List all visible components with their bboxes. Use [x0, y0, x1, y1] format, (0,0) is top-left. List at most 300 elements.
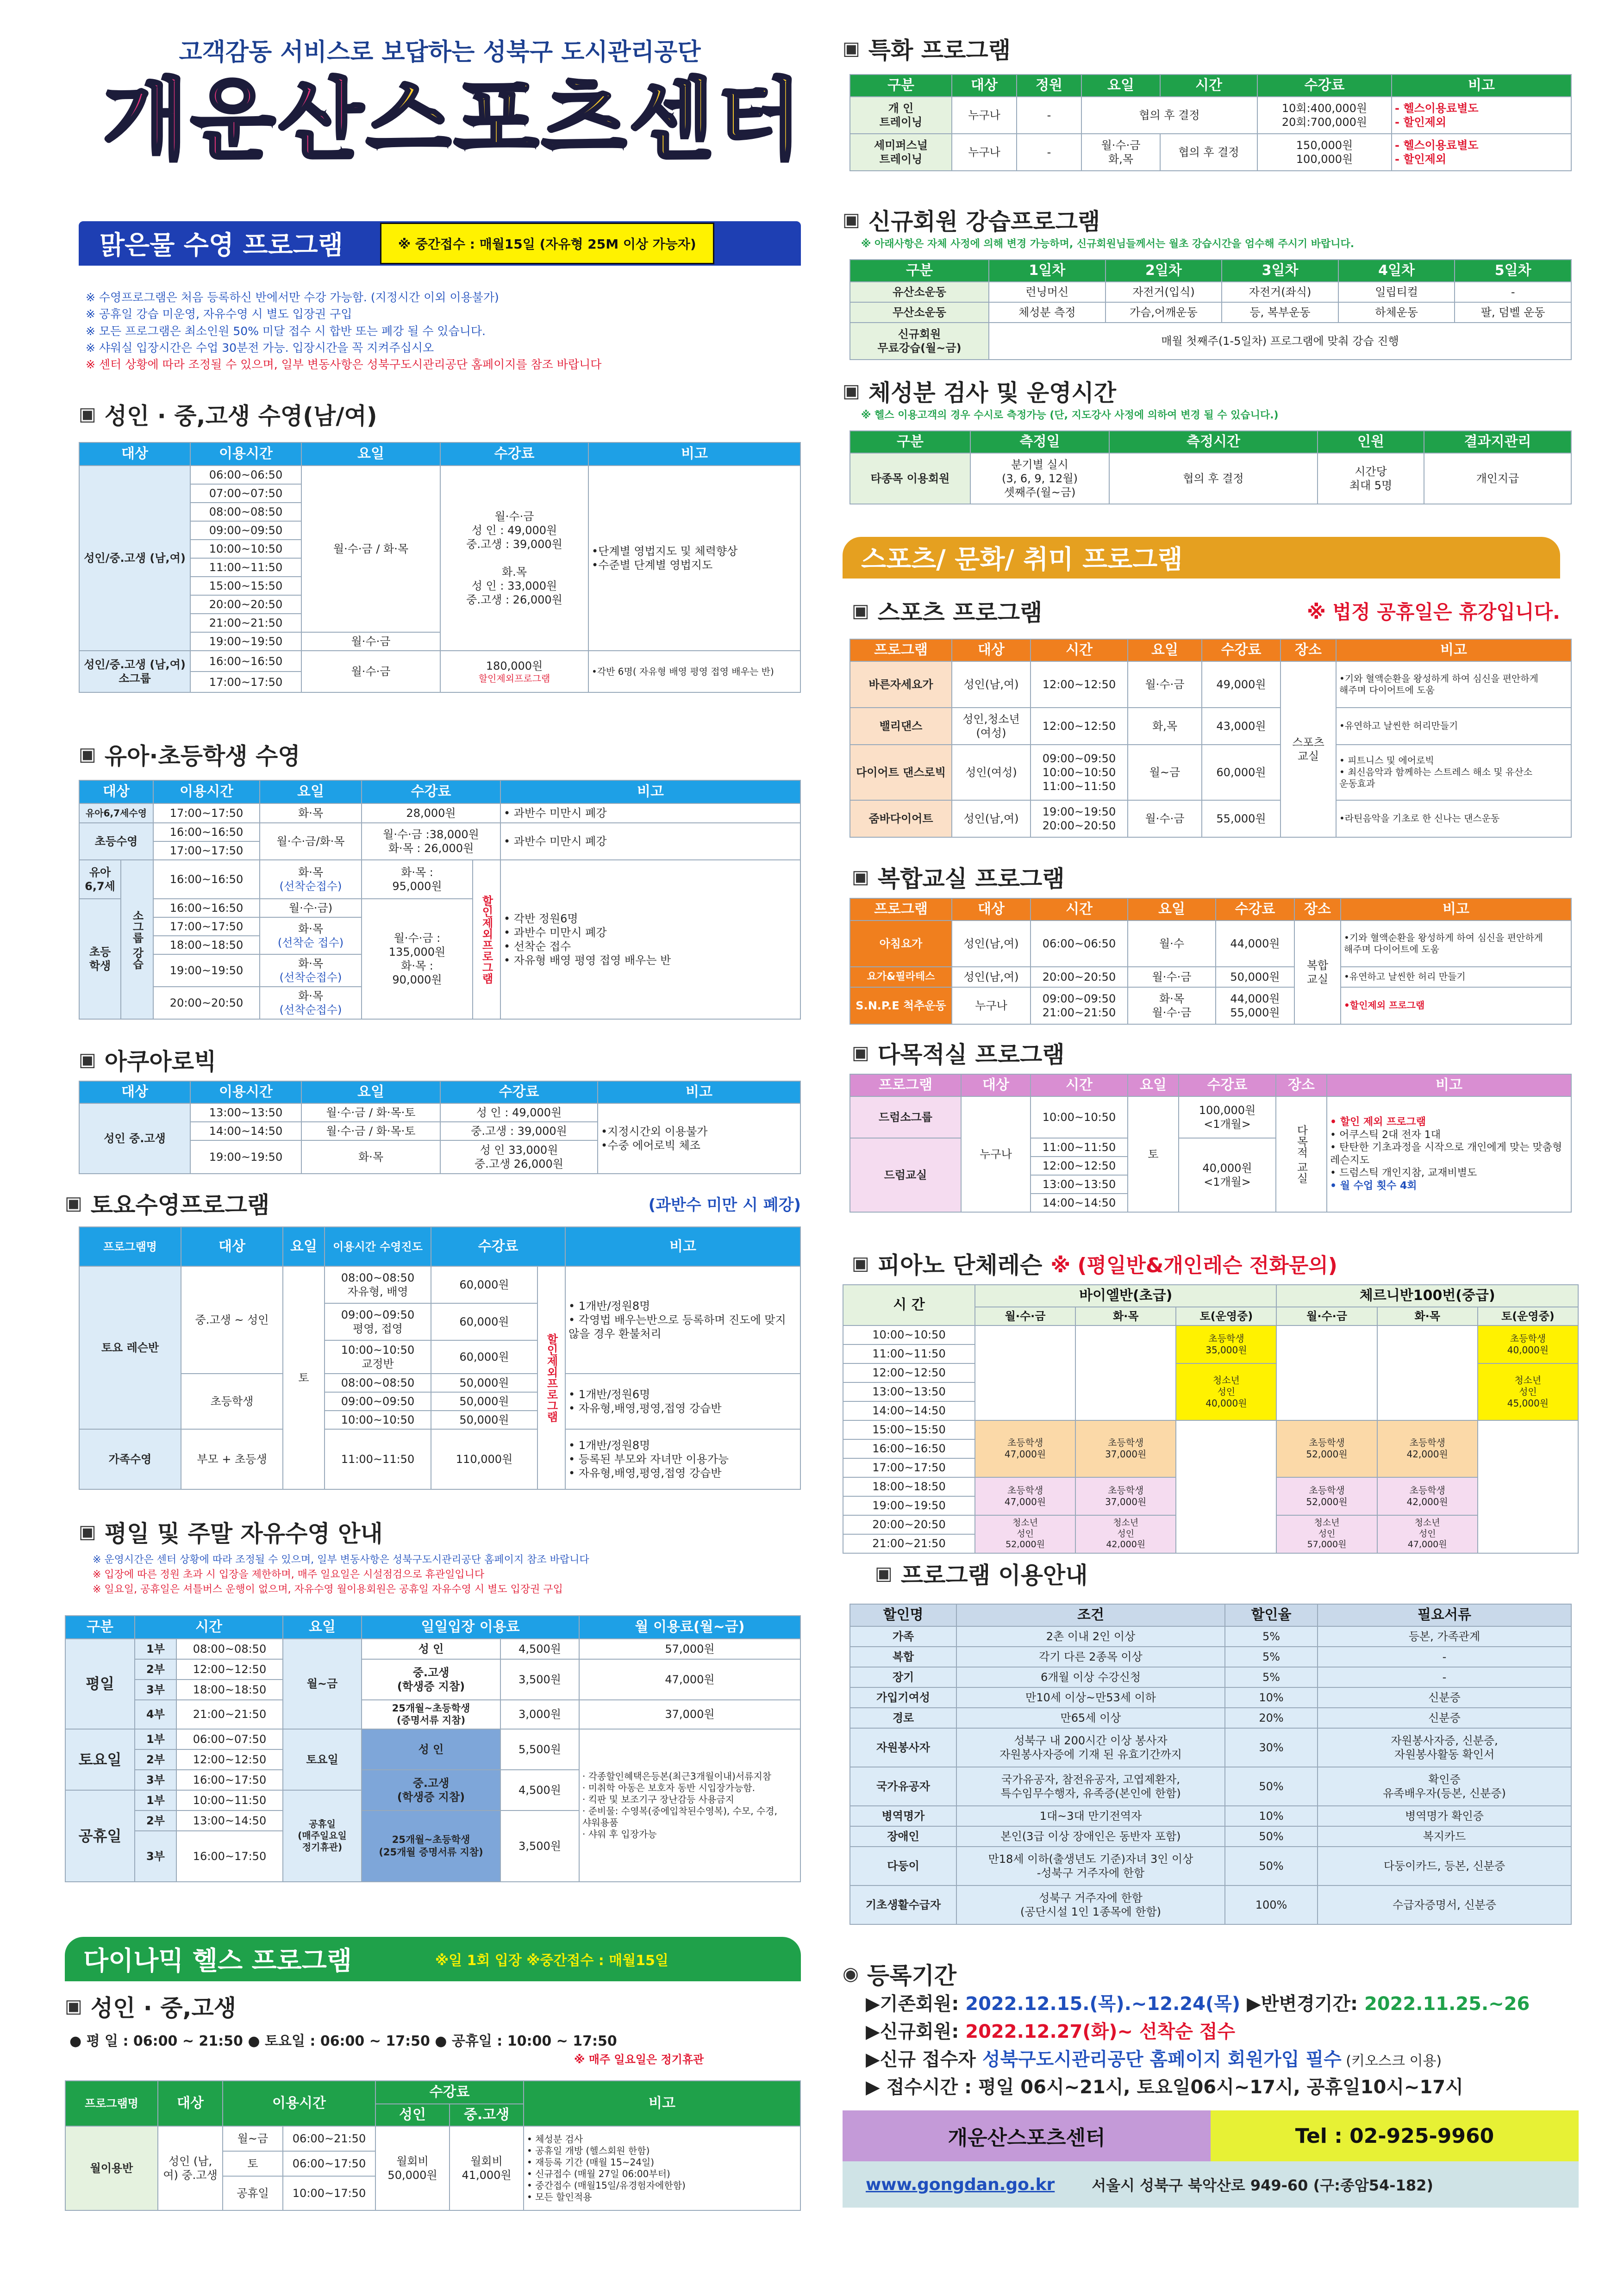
col-header: 수강료 — [1179, 1074, 1276, 1096]
group-cell: 소그룹 강습 — [121, 860, 153, 1019]
fee-cell: 3,500원 — [500, 1811, 579, 1882]
note-cell: •지정시간외 이용불가 •수중 에어로빅 체조 — [598, 1103, 800, 1174]
col-header: 인원 — [1318, 431, 1424, 453]
days-cell: 월·수·금 — [1128, 967, 1216, 987]
reg-label: ▶기존회원: — [866, 1993, 966, 2015]
discount-condition: 성북구 거주자에 한함 (공단시설 1인 1종목에 한함) — [956, 1885, 1225, 1924]
sports-table — [849, 639, 1572, 838]
day-cell: 팔, 덤벨 운동 — [1455, 302, 1571, 323]
col-header: 체르니반100번(중급) — [1276, 1285, 1578, 1307]
fee-cell: 10회:400,000원 20회:700,000원 — [1257, 97, 1392, 134]
discount-note: 할인제외프로그램 — [478, 672, 550, 684]
days-cell: 월·수·금 화,목 — [1081, 134, 1160, 171]
adult-swim-title: 성인 · 중,고생 수영(남/여) — [104, 403, 377, 429]
reg-emph: 성북구도시관리공단 홈페이지 회원가입 필수 — [982, 2049, 1342, 2070]
time-cell: 16:00~17:50 — [176, 1770, 283, 1790]
note-cell: •기와 혈액순환을 왕성하게 하여 심신을 편안하게 해주며 다이어트에 도움 — [1341, 921, 1571, 967]
swim-note: ※ 모든 프로그램은 최소인원 50% 미달 접수 시 합반 또는 폐강 될 수 있습니다. — [86, 324, 486, 338]
reg-label: ▶반변경기간: — [1240, 1993, 1364, 2015]
time-cell: 10:00~10:50 — [190, 540, 301, 558]
col-header: 프로그램명 — [79, 1227, 181, 1266]
health-closed-note: ※ 매주 일요일은 정기휴관 — [574, 2053, 704, 2066]
day-cell: - — [1455, 282, 1571, 302]
target-cell: 성인(남,여) — [952, 967, 1031, 987]
note-cell: - 헬스이용료별도 - 할인제외 — [1392, 97, 1571, 134]
aqua-table — [79, 1081, 801, 1174]
col-header: 요일 — [1128, 898, 1216, 921]
discount-name: 장기 — [850, 1667, 956, 1687]
time-cell: 18:00~18:50 — [843, 1477, 975, 1496]
fee-cell: 50,000원 — [431, 1411, 537, 1429]
days-cell: 화·목 월·수·금 — [1128, 987, 1216, 1024]
note-line: • 드럼스틱 개인지참, 교재비별도 — [1330, 1167, 1477, 1179]
note-cell: •단계별 영법지도 및 체력향상 •수준별 단계별 영법지도 — [588, 466, 800, 651]
col-header: 3일차 — [1222, 260, 1338, 282]
discount-name: 장애인 — [850, 1826, 956, 1847]
fee-cell: 40,000원 <1개월> — [1179, 1138, 1276, 1212]
time-cell: 09:00~09:50 — [190, 521, 301, 540]
part-cell: 1부 — [135, 1729, 176, 1749]
lesson-slot: 초등학생 47,000원 — [975, 1477, 1075, 1515]
schedule-cell: 매월 첫째주(1-5일차) 프로그램에 맞춰 강습 진행 — [989, 323, 1571, 360]
col-header: 수강료 — [1216, 898, 1294, 921]
col-header: 일일입장 이용료 — [362, 1616, 579, 1639]
days-cell: 토요일 — [283, 1729, 362, 1790]
days-cell: 월·수·금 / 화·목·토 — [301, 1103, 440, 1122]
part-cell: 3부 — [135, 1680, 176, 1700]
note-cell: - 헬스이용료별도 - 할인제외 — [1392, 134, 1571, 171]
target-cell: 초등 학생 — [79, 899, 121, 1019]
time-cell: 19:00~19:50 20:00~20:50 — [1031, 800, 1128, 837]
target-cell: 성인(남,여) — [952, 800, 1031, 837]
holiday-note: ※ 법정 공휴일은 휴강입니다. — [1307, 601, 1560, 623]
time-cell: 14:00~14:50 — [843, 1401, 975, 1420]
fee-cell: 월·수·금 성 인 : 49,000원 중.고생 : 39,000원 화.목 성 인 : 33,000원 중.고생 : 26,000원 — [440, 466, 588, 651]
special-table — [849, 74, 1572, 171]
swim-badge: ※ 중간접수 : 매월15일 (자유형 25M 이상 가능자) — [380, 223, 714, 264]
row-label: 타종목 이용회원 — [850, 453, 970, 504]
discount-name: 가입기여성 — [850, 1687, 956, 1708]
who-cell: 성 인 — [362, 1639, 500, 1659]
time-cell: 16:00~16:50 — [190, 651, 301, 672]
time-cell: 19:00~19:50 — [190, 632, 301, 651]
discount-condition: 본인(3급 이상 장애인은 동반자 포함) — [956, 1826, 1225, 1847]
target-cell: 초등수영 — [79, 823, 153, 860]
days-cell: 공휴일 — [223, 2176, 283, 2210]
note-line: • 월 수업 횟수 4회 — [1330, 1180, 1417, 1192]
col-header: 이용시간 수영진도 — [325, 1227, 431, 1266]
fee-cell: 28,000원 — [362, 803, 500, 823]
empty-slot — [975, 1325, 1075, 1420]
col-header: 요일 — [283, 1616, 362, 1639]
discount-name: 가족 — [850, 1626, 956, 1647]
kids-swim-heading: ▣ 유아·초등학생 수영 — [79, 738, 300, 771]
col-header: 수강료 — [440, 1081, 598, 1103]
col-header: 수강료 — [1202, 639, 1280, 661]
col-header: 요일 — [283, 1227, 325, 1266]
target-cell: 성인/중.고생 (남,여) — [79, 466, 190, 651]
special-heading: ▣ 특화 프로그램 — [843, 32, 1011, 65]
adult-swim-heading: ▣ 성인 · 중,고생 수영(남/여) — [79, 398, 377, 430]
header-title — [83, 69, 824, 171]
note-cell: • 1개반/정원8명 • 등록된 부모와 자녀만 이용가능 • 자유형,배영,평영,접영 강습반 — [565, 1429, 800, 1489]
guide-title: 프로그램 이용안내 — [900, 1562, 1088, 1589]
days-cell: 토 — [1128, 1096, 1179, 1212]
group-cell: 토요일 — [65, 1729, 135, 1790]
col-header: 구분 — [850, 75, 952, 97]
day-cell: 가슴,어깨운동 — [1106, 302, 1222, 323]
health-banner-title: 다이나믹 헬스 프로그램 — [83, 1946, 352, 1976]
discount-name: 국가유공자 — [850, 1767, 956, 1806]
lesson-slot: 초등학생 40,000원 — [1478, 1325, 1578, 1363]
time-cell: 12:00~12:50 — [1031, 708, 1128, 745]
piano-heading: ▣ 피아노 단체레슨 ※ (평일반&개인레슨 전화문의) — [852, 1247, 1337, 1280]
target-cell: 유아 6,7세 — [79, 860, 121, 899]
days-cell: 화·목 — [301, 1140, 440, 1174]
days-cell: 월~금 — [223, 2126, 283, 2151]
room-cell: 복합 교실 — [1294, 921, 1341, 1024]
col-header: 측정시간 — [1109, 431, 1318, 453]
aqua-title: 아쿠아로빅 — [104, 1048, 217, 1075]
reg-kiosk: (키오스크 이용) — [1341, 2053, 1442, 2069]
health-hours: ● 평 일 : 06:00 ~ 21:50 ● 토요일 : 06:00 ~ 17:50 ● 공휴일 : 10:00 ~ 17:50 — [69, 2033, 617, 2049]
first-come-note: (선착순접수) — [279, 1003, 342, 1016]
lesson-slot: 초등학생 42,000원 — [1377, 1477, 1478, 1515]
col-header: 대상 — [961, 1074, 1031, 1096]
part-cell: 1부 — [135, 1639, 176, 1659]
free-swim-notes — [93, 1553, 806, 1597]
sat-table — [79, 1226, 801, 1490]
reg-label: ▶신규회원: — [866, 2021, 966, 2042]
discount-condition: 만10세 이상~만53세 이하 — [956, 1687, 1225, 1708]
col-header: 비고 — [1392, 75, 1571, 97]
time-cell: 15:00~15:50 — [190, 577, 301, 595]
time-cell: 17:00~17:50 — [153, 841, 260, 860]
free-swim-title: 평일 및 주말 자유수영 안내 — [104, 1520, 383, 1547]
time-cell: 14:00~14:50 — [1031, 1194, 1128, 1212]
days-cell: 월~금 — [283, 1639, 362, 1729]
discount-docs: 신분증 — [1318, 1708, 1571, 1728]
reg-date: 2022.11.25.~26 — [1364, 1993, 1530, 2015]
note-cell: • 1개반/정원6명 • 자유형,배영,평영,접영 강습반 — [565, 1374, 800, 1429]
fee-cell: 60,000원 — [431, 1340, 537, 1374]
time-cell: 10:00~11:50 — [176, 1790, 283, 1811]
lesson-slot: 초등학생 47,000원 — [975, 1420, 1075, 1477]
col-header: 결과지관리 — [1424, 431, 1571, 453]
fee-cell: 5,500원 — [500, 1729, 579, 1770]
time-cell: 08:00~08:50 — [190, 503, 301, 521]
discount-rate: 5% — [1225, 1647, 1318, 1667]
col-header: 대상 — [952, 75, 1017, 97]
time-cell: 12:00~12:50 — [843, 1363, 975, 1382]
room-cell: 다목적 교실 — [1276, 1096, 1327, 1212]
fee-cell: 49,000원 — [1202, 661, 1280, 708]
discount-rate: 30% — [1225, 1728, 1318, 1767]
result-cell: 개인지급 — [1424, 453, 1571, 504]
program-cell: 토요 레슨반 — [79, 1266, 181, 1429]
row-label: 유산소운동 — [850, 282, 989, 302]
target-cell: 누구나 — [952, 987, 1031, 1024]
part-cell: 2부 — [135, 1749, 176, 1770]
discount-docs: 확인증 유족배우자(등본, 신분증) — [1318, 1767, 1571, 1806]
footer-address: 서울시 성북구 북악산로 949-60 (구:종암54-182) — [1092, 2177, 1433, 2194]
time-cell: 10:00~10:50 — [843, 1325, 975, 1344]
time-cell: 06:00~06:50 — [1031, 921, 1128, 967]
col-header: 수강료 — [362, 780, 500, 803]
col-header: 비고 — [588, 442, 800, 466]
health-sub-title: 성인 · 중,고생 — [90, 1995, 237, 2022]
multi-table — [849, 1074, 1572, 1213]
fee-cell: 월·수·금 : 135,000원 화·목 : 90,000원 — [362, 899, 473, 1019]
discount-rate: 5% — [1225, 1626, 1318, 1647]
col-header: 4일차 — [1338, 260, 1455, 282]
fee-cell: 월회비 50,000원 — [375, 2126, 450, 2210]
col-header: 토(운영중) — [1478, 1307, 1578, 1325]
time-cell: 06:00~06:50 — [190, 466, 301, 484]
note-cell: •할인제외 프로그램 — [1341, 987, 1571, 1024]
fee-cell: 월회비 41,000원 — [450, 2126, 524, 2210]
time-cell: 10:00~10:50 — [1031, 1096, 1128, 1138]
note-cell: • 체성분 검사 • 공휴일 개방 (헬스회원 한함) • 재등록 기간 (매월 15~24일) • 신규접수 (매월 27일 06:00부터) • 중간접수 (매월15일/유경험자에한함) • 모든 할인적용 — [524, 2126, 800, 2210]
col-header: 월·수·금 — [1276, 1307, 1377, 1325]
note-cell: • 피트니스 및 에어로빅 • 최신음악과 함께하는 스트레스 해소 및 유산소 운동효과 — [1336, 745, 1571, 800]
time-cell: 17:00~17:50 — [153, 803, 260, 823]
time-cell: 18:00~18:50 — [153, 936, 260, 954]
group-cell: 공휴일 — [65, 1790, 135, 1882]
complex-title: 복합교실 프로그램 — [877, 865, 1065, 892]
fee-cell: 44,000원 55,000원 — [1216, 987, 1294, 1024]
target-cell: 누구나 — [961, 1096, 1031, 1212]
fee-cell: 화·목 : 95,000원 — [362, 860, 473, 899]
days-cell: 화·목 — [260, 803, 362, 823]
time-cell: 20:00~20:50 — [1031, 967, 1128, 987]
room-cell: 스포츠 교실 — [1280, 661, 1336, 837]
discount-docs: 신분증 — [1318, 1687, 1571, 1708]
time-cell: 20:00~20:50 — [153, 987, 260, 1019]
time-cell: 협의 후 결정 — [1109, 453, 1318, 504]
col-header: 요일 — [260, 780, 362, 803]
health-sub-heading: ▣ 성인 · 중,고생 — [65, 1990, 236, 2022]
health-table — [65, 2080, 801, 2211]
col-header: 장소 — [1276, 1074, 1327, 1096]
col-header: 비고 — [500, 780, 800, 803]
capacity-cell: - — [1017, 97, 1081, 134]
fee-cell: 50,000원 — [431, 1392, 537, 1411]
col-header: 시간 — [1031, 639, 1128, 661]
time-cell: 17:00~17:50 — [843, 1458, 975, 1477]
time-cell: 16:00~16:50 — [153, 899, 260, 917]
col-header: 요일 — [1128, 639, 1202, 661]
first-come-note: (선착순접수) — [279, 880, 342, 893]
time-cell: 19:00~19:50 — [153, 954, 260, 987]
time-cell: 14:00~14:50 — [190, 1122, 301, 1140]
time-cell: 16:00~16:50 — [153, 823, 260, 841]
target-cell: 성인(남,여) — [952, 661, 1031, 708]
col-header: 대상 — [79, 780, 153, 803]
sports-heading: ▣ 스포츠 프로그램 ※ 법정 공휴일은 휴강입니다. — [852, 595, 1560, 627]
new-member-note: ※ 아래사항은 자체 사정에 의해 변경 가능하며, 신규회원님들께서는 월초 강습시간을 엄수해 주시기 바랍니다. — [861, 238, 1355, 250]
discount-rate: 5% — [1225, 1667, 1318, 1687]
fee-cell: 성 인 : 49,000원 — [440, 1103, 598, 1122]
time-cell: 21:00~21:50 — [176, 1700, 283, 1729]
time-cell: 13:00~14:50 — [176, 1811, 283, 1831]
guide-heading: ▣ 프로그램 이용안내 — [875, 1557, 1088, 1590]
discount-name: 복합 — [850, 1647, 956, 1667]
time-cell: 12:00~12:50 — [1031, 661, 1128, 708]
time-cell: 09:00~09:50 10:00~10:50 11:00~11:50 — [1031, 745, 1128, 800]
empty-slot — [1276, 1325, 1377, 1420]
col-header: 5일차 — [1455, 260, 1571, 282]
col-header: 필요서류 — [1318, 1604, 1571, 1626]
col-header: 화·목 — [1377, 1307, 1478, 1325]
fee-cell: 60,000원 — [431, 1266, 537, 1303]
fee-cell: 47,000원 — [579, 1659, 800, 1700]
day-cell: 하체운동 — [1338, 302, 1455, 323]
days-cell: 토 — [283, 1266, 325, 1489]
fee-cell: 50,000원 — [1216, 967, 1294, 987]
part-cell: 3부 — [135, 1831, 176, 1882]
col-header: 성인 — [375, 2104, 450, 2126]
days-cell: 월·수 — [1128, 921, 1216, 967]
days-cell: 월·수·금/화·목 — [260, 823, 362, 860]
discount-docs: 복지카드 — [1318, 1826, 1571, 1847]
free-note: ※ 일요일, 공휴일은 셔틀버스 운행이 없으며, 자유수영 월이용회원은 공휴일 자유수영 시 별도 입장권 구입 — [93, 1583, 563, 1595]
time-cell: 16:00~16:50 — [843, 1439, 975, 1458]
program-cell: 드럼교실 — [850, 1138, 961, 1212]
col-header: 이용시간 — [153, 780, 260, 803]
reg-line-existing — [866, 1990, 1569, 2018]
part-cell: 1부 — [135, 1790, 176, 1811]
time-cell: 12:00~12:50 — [176, 1749, 283, 1770]
col-header: 바이엘반(초급) — [975, 1285, 1276, 1307]
col-header: 대상 — [181, 1227, 283, 1266]
fee-cell: 43,000원 — [1202, 708, 1280, 745]
swim-banner-title: 맑은물 수영 프로그램 — [100, 230, 343, 261]
discount-condition: 만18세 이하(출생년도 기준)자녀 3인 이상 -성북구 거주자에 한함 — [956, 1847, 1225, 1885]
time-cell: 12:00~12:50 — [1031, 1157, 1128, 1175]
target-cell: 성인/중.고생 (남,여)소그룹 — [79, 651, 190, 692]
col-header: 대상 — [79, 1081, 190, 1103]
discount-name: 자원봉사자 — [850, 1728, 956, 1767]
program-cell: 드럼소그룹 — [850, 1096, 961, 1138]
discount-docs: 다둥이카드, 등본, 신분증 — [1318, 1847, 1571, 1885]
sat-heading: ▣ 토요수영프로그램 (과반수 미만 시 폐강) — [65, 1187, 801, 1220]
empty-slot — [1075, 1325, 1176, 1420]
day-cell: 체성분 측정 — [989, 302, 1106, 323]
col-header: 요일 — [301, 1081, 440, 1103]
free-swim-table — [65, 1615, 801, 1882]
who-cell: 중.고생 (학생증 지참) — [362, 1770, 500, 1811]
discount-rate: 50% — [1225, 1826, 1318, 1847]
reg-lines — [866, 1990, 1569, 2101]
row-label: 무산소운동 — [850, 302, 989, 323]
lesson-slot: 청소년 성인 52,000원 — [975, 1515, 1075, 1553]
days-cell: 월·수·금 — [301, 651, 440, 692]
discount-name: 경로 — [850, 1708, 956, 1728]
capacity-cell: 시간당 최대 5명 — [1318, 453, 1424, 504]
body-test-note: ※ 헬스 이용고객의 경우 수시로 측정가능 (단, 지도강사 사정에 의하여 변경 될 수 있습니다.) — [861, 410, 1279, 421]
part-cell: 4부 — [135, 1700, 176, 1729]
time-cell: 13:00~13:50 — [843, 1382, 975, 1401]
program-cell: S.N.P.E 척추운동 — [850, 987, 952, 1024]
new-member-title: 신규회원 강습프로그램 — [868, 208, 1100, 235]
col-header: 대상 — [158, 2081, 223, 2126]
note-line: • 탄탄한 기초과정을 시작으로 개인에게 맞는 맞춤형 레슨지도 — [1330, 1142, 1562, 1166]
col-header: 대상 — [79, 442, 190, 466]
fee-cell: 60,000원 — [1202, 745, 1280, 800]
program-cell: 밸리댄스 — [850, 708, 952, 745]
fee-cell: 100,000원 <1개월> — [1179, 1096, 1276, 1138]
complex-table — [849, 898, 1572, 1025]
program-cell: 줌바다이어트 — [850, 800, 952, 837]
time-cell: 09:00~09:50 — [325, 1392, 431, 1411]
days-cell: 월·수·금 — [1128, 800, 1202, 837]
lesson-slot: 초등학생 42,000원 — [1377, 1420, 1478, 1477]
note-cell: •각반 6명( 자유형 배영 평영 접영 배우는 반) — [588, 651, 800, 692]
time-cell: 20:00~20:50 — [190, 595, 301, 614]
days-cell: 월·수·금 / 화·목·토 — [301, 1122, 440, 1140]
reg-label: ▶신규 접수자 — [866, 2049, 982, 2070]
time-cell: 07:00~07:50 — [190, 484, 301, 503]
reg-line-signup — [866, 2046, 1569, 2073]
day-cell: 등, 복부운동 — [1222, 302, 1338, 323]
note-cell: • 각반 정원6명 • 과반수 미만시 폐강 • 선착순 접수 • 자유형 배영 평영 접영 배우는 반 — [500, 860, 800, 1019]
col-header: 수강료 — [431, 1227, 565, 1266]
discount-name: 기초생활수급자 — [850, 1885, 956, 1924]
col-header: 구분 — [850, 260, 989, 282]
discount-rate: 10% — [1225, 1687, 1318, 1708]
note-cell: •라틴음악을 기초로 한 신나는 댄스운동 — [1336, 800, 1571, 837]
swim-note-red: ※ 센터 상황에 따라 조정될 수 있으며, 일부 변동사항은 성북구도시관리공단 홈페이지를 참조 바랍니다 — [86, 358, 602, 371]
part-cell: 2부 — [135, 1811, 176, 1831]
time-cell: 협의 후 결정 — [1160, 134, 1257, 171]
discount-rate: 50% — [1225, 1767, 1318, 1806]
col-header: 장소 — [1294, 898, 1341, 921]
who-cell: 25개월~초등학생 (증명서류 지참) — [362, 1700, 500, 1729]
col-header: 시간 — [1031, 1074, 1128, 1096]
piano-title-note: ※ (평일반&개인레슨 전화문의) — [1050, 1254, 1337, 1277]
row-label: 신규회원 무료강습(월~금) — [850, 323, 989, 360]
time-cell: 19:00~19:50 — [190, 1140, 301, 1174]
note-cell: •유연하고 날씬한 허리만들기 — [1336, 708, 1571, 745]
reg-title: 등록기간 — [867, 1962, 957, 1989]
time-cell: 12:00~12:50 — [176, 1659, 283, 1680]
col-header: 이용시간 — [190, 442, 301, 466]
col-header: 프로그램명 — [65, 2081, 158, 2126]
reg-heading: ◉ 등록기간 — [843, 1958, 956, 1990]
days-cell: 화,목 — [1128, 708, 1202, 745]
col-header: 이용시간 — [223, 2081, 375, 2126]
col-header: 비고 — [598, 1081, 800, 1103]
time-cell: 09:00~09:50 21:00~21:50 — [1031, 987, 1128, 1024]
reg-date: 2022.12.27(화)~ 선착순 접수 — [965, 2021, 1236, 2042]
footer-tel: Tel : 02-925-9960 — [1211, 2110, 1579, 2161]
free-note: ※ 입장에 따른 정원 초과 시 입장을 제한하며, 매주 일요일은 시설점검으로 휴관일입니다 — [93, 1568, 485, 1580]
time-cell: 13:00~13:50 — [1031, 1175, 1128, 1194]
col-header: 장소 — [1280, 639, 1336, 661]
footer-url[interactable]: www.gongdan.go.kr — [866, 2175, 1055, 2194]
body-test-table — [849, 430, 1572, 504]
fee-cell: 50,000원 — [431, 1374, 537, 1392]
first-come-note: (선착순 접수) — [277, 936, 344, 949]
kids-swim-title: 유아·초등학생 수영 — [104, 743, 300, 770]
body-test-title: 체성분 검사 및 운영시간 — [868, 380, 1117, 406]
fee-cell: 성 인 33,000원 중.고생 26,000원 — [440, 1140, 598, 1174]
target-cell: 중.고생 ~ 성인 — [181, 1266, 283, 1374]
days-cell: 화·목 — [298, 866, 323, 879]
fee-cell: 60,000원 — [431, 1303, 537, 1340]
reg-date: 2022.12.15.(목).~12.24(목) — [965, 1993, 1241, 2015]
